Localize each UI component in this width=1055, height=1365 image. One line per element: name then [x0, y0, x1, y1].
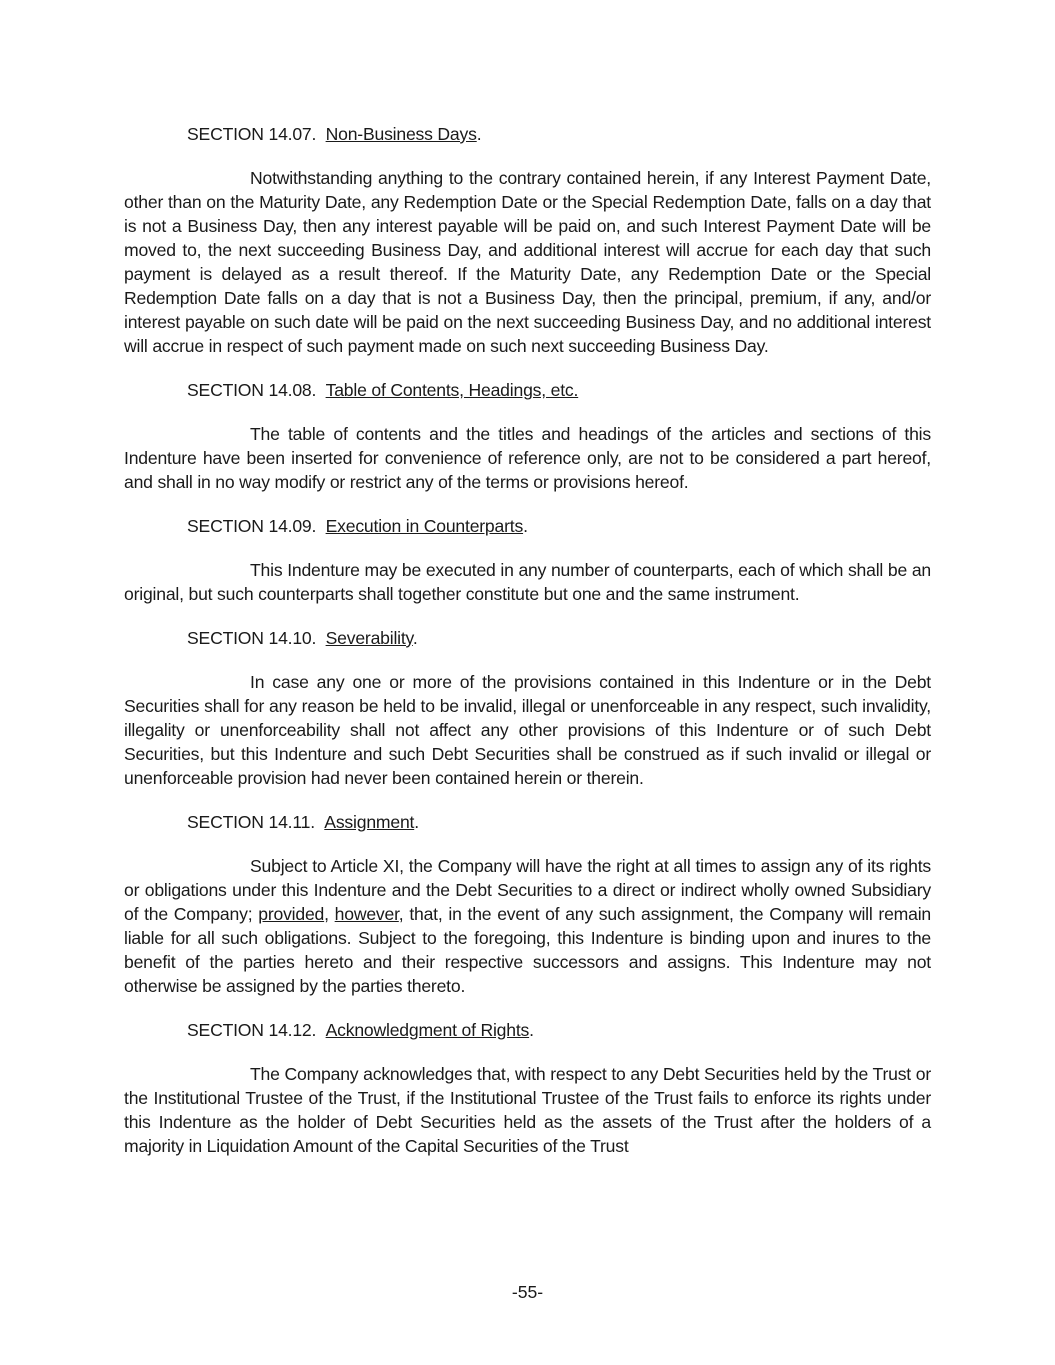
- section-number: SECTION 14.10.: [187, 628, 317, 648]
- document-page: [124, 122, 931, 1158]
- section-number: SECTION 14.07.: [187, 124, 317, 144]
- section-number: SECTION 14.08.: [187, 380, 317, 400]
- body-text: , that, in the event of any such assignment, the Company will remain liable for all such obligations. Subject to the foregoing, this Indenture is binding upon and inures to the benefit of the parties hereto and their respective successors and assigns. This Indenture may not otherwise be assigned by the parties thereto.: [124, 904, 931, 996]
- section-number: SECTION 14.09.: [187, 516, 317, 536]
- section-title: Table of Contents, Headings, etc.: [325, 380, 579, 400]
- section-body-14-11: [124, 854, 931, 998]
- section-number: SECTION 14.11.: [187, 812, 315, 832]
- section-title: Acknowledgment of Rights: [325, 1020, 530, 1040]
- section-body-14-10: In case any one or more of the provisions contained in this Indenture or in the Debt Securities shall for any reason be held to be invalid, illegal or unenforceable in any respect, such invalidity, illegality or unenforceability shall not affect any other provisions of this Indenture or of such Debt Securities, but this Indenture and such Debt Securities shall be construed as if such invalid or illegal or unenforceable provision had never been contained herein or therein.: [124, 672, 931, 788]
- section-heading-14-10: [124, 626, 931, 650]
- section-title: Assignment: [324, 812, 415, 832]
- section-title-trail: .: [523, 516, 528, 536]
- section-heading-14-08: [124, 378, 931, 402]
- section-heading-14-11: [124, 810, 931, 834]
- body-text: ,: [324, 904, 335, 924]
- section-title-trail: .: [529, 1020, 534, 1040]
- provided-term: provided: [258, 904, 325, 924]
- section-body-14-09: This Indenture may be executed in any number of counterparts, each of which shall be an original, but such counterparts shall together constitute but one and the same instrument.: [124, 560, 931, 604]
- section-title-trail: .: [412, 628, 418, 648]
- body-text: Subject to Article XI, the Company will have the right at all times to assign any of its rights or obligations under this Indenture and the Debt Securities to a direct or indirect wholly owned Subsidiary of the Company;: [124, 856, 931, 924]
- section-body-14-07: Notwithstanding anything to the contrary contained herein, if any Interest Payment Date, other than on the Maturity Date, any Redemption Date or the Special Redemption Date, falls on a day that is not a Business Day, then any interest payable will be paid on, and such Interest Payment Date will be moved to, the next succeeding Business Day, and additional interest will accrue for each day that such payment is delayed as a result thereof. If the Maturity Date, any Redemption Date or the Special Redemption Date falls on a day that is not a Business Day, then the principal, premium, if any, and/or interest payable on such date will be paid on the next succeeding Business Day, and no additional interest will accrue in respect of such payment made on such next succeeding Business Day.: [124, 168, 931, 356]
- page-number: -55-: [511, 1282, 544, 1302]
- section-heading-14-12: [124, 1018, 931, 1042]
- section-title: Non-Business Days: [325, 124, 477, 144]
- section-heading-14-07: [124, 122, 931, 146]
- section-body-14-12: The Company acknowledges that, with respect to any Debt Securities held by the Trust or the Institutional Trustee of the Trust, if the Institutional Trustee of the Trust fails to enforce its rights under this Indenture as the holder of Debt Securities held as the assets of the Trust after the holders of a majority in Liquidation Amount of the Capital Securities of the Trust: [124, 1064, 931, 1156]
- section-title: Execution in Counterparts: [325, 516, 524, 536]
- section-title-trail: .: [476, 124, 482, 144]
- section-heading-14-09: [124, 514, 931, 538]
- section-title-trail: .: [414, 812, 419, 832]
- section-title: Severability: [325, 628, 413, 648]
- however-term: however: [334, 904, 399, 924]
- section-body-14-08: The table of contents and the titles and headings of the articles and sections of this Indenture have been inserted for convenience of reference only, are not to be considered a part hereof, and shall in no way modify or restrict any of the terms or provisions hereof.: [124, 424, 931, 492]
- section-number: SECTION 14.12.: [187, 1020, 317, 1040]
